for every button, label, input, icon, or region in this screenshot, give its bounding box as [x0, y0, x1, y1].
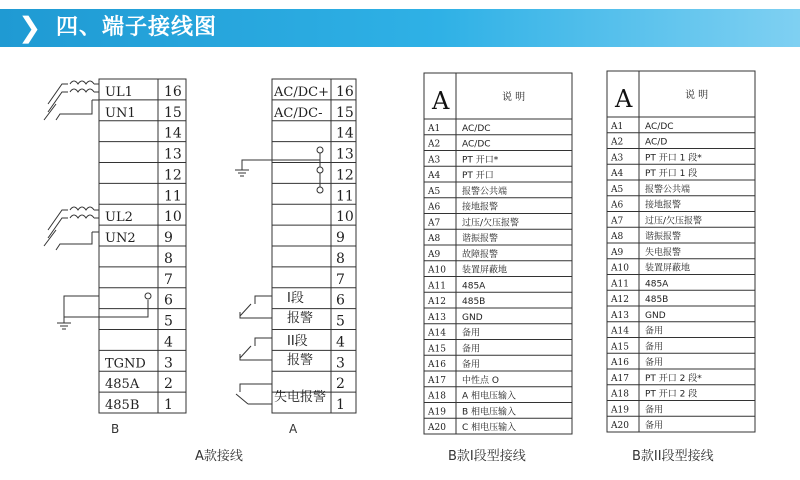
- table-row-desc: GND: [462, 312, 483, 323]
- table-row-desc: AC/DC: [462, 139, 491, 150]
- table-row-code: A10: [611, 263, 629, 274]
- table-row-desc: A 相电压输入: [462, 391, 517, 402]
- table-row-code: A8: [611, 232, 624, 242]
- table-head-code: A: [615, 85, 633, 113]
- terminal-block-b: [235, 79, 356, 436]
- table-row-code: A4: [611, 169, 624, 179]
- group-label-alarm1: 报警: [287, 311, 314, 326]
- table-row-code: A4: [428, 171, 441, 181]
- table-row-desc: PT 开口 1 段*: [645, 153, 702, 164]
- diagram-a-corner-label: B: [111, 422, 120, 436]
- terminal-label: UN1: [105, 105, 136, 121]
- terminal-number: 16: [336, 83, 354, 100]
- ground-icon: [57, 293, 151, 329]
- table-row-desc: 备用: [645, 421, 664, 431]
- table-row-desc: PT 开口*: [462, 155, 499, 166]
- terminal-number: 7: [164, 271, 173, 288]
- section-title: 四、端子接线图: [56, 15, 218, 40]
- group-label-alarm2: 报警: [287, 353, 314, 368]
- table-row-code: A7: [428, 218, 441, 229]
- terminal-label: AC/DC-: [274, 105, 323, 121]
- terminal-number: 6: [336, 292, 345, 309]
- group-label-stage1: I段: [287, 291, 304, 306]
- table-row-code: A17: [611, 373, 629, 384]
- table-head-desc: 说 明: [502, 92, 526, 103]
- table-row-desc: 485A: [645, 279, 669, 290]
- table-row-code: A2: [611, 137, 624, 148]
- table-row-code: A11: [611, 279, 629, 290]
- table-head-code: A: [432, 87, 450, 115]
- terminal-label: UN2: [105, 231, 136, 246]
- table-b2: [607, 71, 755, 432]
- terminal-number: 7: [336, 271, 345, 288]
- table-row-desc: 备用: [462, 360, 481, 370]
- terminal-number: 1: [336, 397, 345, 413]
- table-row-code: A10: [428, 265, 446, 276]
- table-row-code: A1: [428, 123, 441, 134]
- terminal-number: 9: [164, 230, 173, 246]
- table-row-desc: 装置屏蔽地: [462, 265, 508, 276]
- table-row-desc: 备用: [645, 358, 664, 368]
- ground-icon: [235, 147, 323, 193]
- table-row-code: A13: [428, 312, 446, 323]
- table-row-desc: 装置屏蔽地: [645, 263, 691, 274]
- table-row-code: A6: [428, 202, 441, 213]
- table-row-desc: 失电报警: [645, 247, 682, 258]
- terminal-number: 12: [336, 167, 354, 184]
- table-row-desc: PT 开口: [462, 171, 494, 181]
- table-row-code: A7: [611, 216, 624, 227]
- terminal-number: 3: [336, 355, 345, 372]
- terminal-number: 5: [336, 313, 345, 330]
- table-row-desc: 备用: [645, 342, 664, 353]
- table-row-desc: AC/DC: [645, 121, 674, 132]
- terminal-label: AC/DC+: [274, 84, 329, 100]
- table-row-desc: 485A: [462, 281, 486, 292]
- terminal-number: 12: [164, 167, 182, 184]
- terminal-number: 10: [164, 209, 182, 226]
- terminal-number: 2: [164, 376, 173, 393]
- table-row-code: A15: [611, 342, 629, 353]
- terminal-number: 16: [164, 83, 182, 100]
- table-row-desc: 接地报警: [462, 202, 499, 213]
- terminal-number: 6: [164, 292, 173, 309]
- table-row-desc: AC/DC: [462, 123, 491, 134]
- terminal-number: 11: [336, 188, 354, 205]
- table-row-desc: 备用: [645, 405, 664, 416]
- table-row-code: A14: [428, 328, 446, 339]
- table-row-desc: 故障报警: [462, 249, 499, 260]
- table-row-code: A19: [611, 405, 629, 416]
- table-row-code: A15: [428, 344, 446, 355]
- table-row-code: A2: [428, 139, 441, 150]
- table-row-desc: 备用: [645, 326, 664, 337]
- coil-icon: [44, 81, 99, 120]
- table-row-code: A19: [428, 407, 446, 418]
- terminal-label: UL2: [105, 210, 133, 226]
- table-row-code: A1: [611, 121, 624, 132]
- relay-contact-icon: [236, 384, 272, 404]
- relay-contact-icon: [240, 338, 272, 360]
- terminal-number: 2: [336, 376, 345, 393]
- terminal-block-a: [44, 79, 243, 464]
- terminal-label: 485B: [105, 398, 140, 413]
- group-label-power-loss: 失电报警: [274, 390, 327, 405]
- table-row-desc: AC/D: [645, 137, 668, 148]
- table-row-desc: 中性点 O: [462, 375, 499, 386]
- terminal-number: 1: [164, 397, 173, 413]
- table-row-desc: 备用: [462, 344, 481, 355]
- terminal-number: 4: [164, 334, 173, 351]
- table-row-desc: C 相电压输入: [462, 423, 517, 433]
- table-row-code: A14: [611, 326, 629, 337]
- table-row-code: A11: [428, 281, 446, 292]
- table-row-desc: PT 开口 1 段: [645, 169, 698, 179]
- terminal-number: 5: [164, 313, 173, 330]
- terminal-number: 11: [164, 188, 182, 205]
- diagram-a-caption: A款接线: [195, 449, 243, 464]
- terminal-number: 14: [164, 125, 182, 142]
- table-row-code: A3: [428, 155, 441, 166]
- terminal-label: 485A: [105, 377, 140, 393]
- diagram-b-corner-label: A: [289, 422, 298, 436]
- table-b1-caption: B款I段型接线: [448, 449, 526, 464]
- table-row-desc: 报警公共端: [645, 184, 691, 195]
- chevron-right-icon: ❯: [18, 11, 42, 44]
- coil-icon: [44, 207, 99, 250]
- table-row-code: A8: [428, 234, 441, 244]
- table-b1: [424, 73, 572, 434]
- table-row-code: A18: [428, 391, 446, 402]
- terminal-label: UL1: [105, 84, 133, 100]
- terminal-number: 4: [336, 334, 345, 351]
- table-row-desc: 485B: [645, 295, 669, 305]
- table-row-desc: 过压/欠压报警: [462, 218, 520, 229]
- table-row-code: A12: [611, 295, 629, 305]
- terminal-number: 10: [336, 209, 354, 226]
- table-head-desc: 说 明: [685, 90, 709, 101]
- table-row-code: A17: [428, 375, 446, 386]
- table-row-desc: GND: [645, 310, 666, 321]
- terminal-number: 3: [164, 355, 173, 372]
- table-row-desc: 谐振报警: [645, 232, 682, 242]
- table-row-code: A9: [428, 249, 441, 260]
- terminal-number: 13: [336, 146, 354, 163]
- table-row-desc: PT 开口 2 段*: [645, 373, 702, 384]
- table-row-code: A13: [611, 310, 629, 321]
- terminal-number: 9: [336, 230, 345, 246]
- table-b2-caption: B款II段型接线: [632, 449, 714, 464]
- table-row-code: A9: [611, 247, 624, 258]
- group-label-stage2: II段: [287, 334, 308, 349]
- table-row-desc: 谐振报警: [462, 234, 499, 244]
- table-row-code: A20: [428, 423, 446, 433]
- table-row-code: A16: [428, 360, 446, 370]
- table-row-desc: B 相电压输入: [462, 407, 517, 418]
- terminal-number: 15: [164, 104, 182, 121]
- table-row-desc: 485B: [462, 297, 486, 307]
- table-row-desc: 报警公共端: [462, 186, 508, 197]
- table-row-code: A6: [611, 200, 624, 211]
- table-row-code: A12: [428, 297, 446, 307]
- terminal-label: TGND: [105, 356, 146, 372]
- table-row-desc: PT 开口 2 段: [645, 389, 698, 400]
- table-row-desc: 接地报警: [645, 200, 682, 211]
- table-row-code: A5: [428, 186, 441, 197]
- table-row-code: A18: [611, 389, 629, 400]
- table-row-code: A16: [611, 358, 629, 368]
- relay-contact-icon: [240, 296, 272, 318]
- terminal-block-a-rows: [99, 84, 186, 413]
- terminal-number: 8: [164, 250, 173, 267]
- table-row-code: A5: [611, 184, 624, 195]
- terminal-number: 14: [336, 125, 354, 142]
- terminal-number: 15: [336, 104, 354, 121]
- terminal-block-b-rows: [272, 84, 356, 413]
- terminal-number: 8: [336, 250, 345, 267]
- table-row-desc: 备用: [462, 328, 481, 339]
- terminal-number: 13: [164, 146, 182, 163]
- table-row-desc: 过压/欠压报警: [645, 216, 703, 227]
- table-row-code: A3: [611, 153, 624, 164]
- table-row-code: A20: [611, 421, 629, 431]
